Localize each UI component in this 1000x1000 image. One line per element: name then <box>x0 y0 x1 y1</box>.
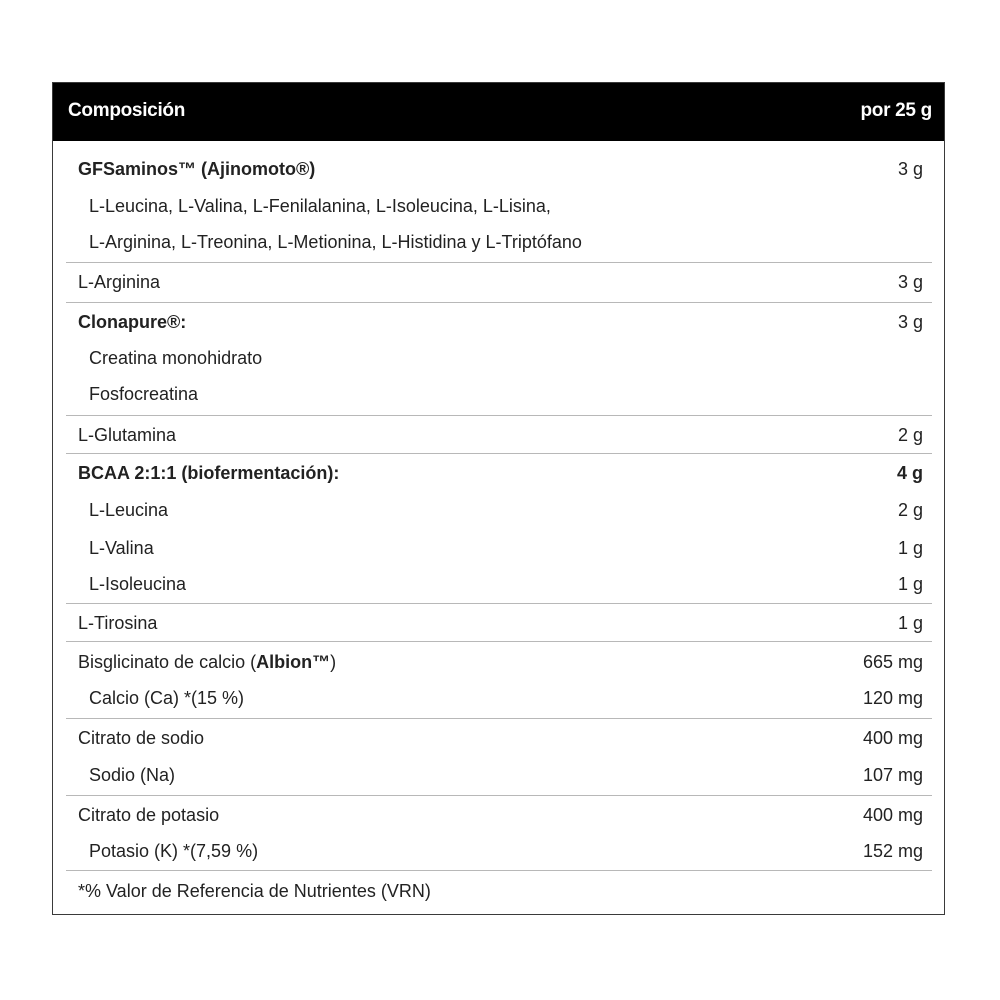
table-row <box>66 566 932 602</box>
footnote <box>66 873 932 909</box>
ingredient-sub-value: 1 g <box>897 574 923 594</box>
table-row <box>66 224 932 260</box>
ingredient-value: 3 g <box>897 272 923 292</box>
ingredient-name-prefix: Bisglicinato de calcio ( <box>78 652 257 672</box>
ingredient-sub-name: Sodio (Na) <box>89 765 176 785</box>
table-row <box>66 492 932 528</box>
ingredient-value: 3 g <box>897 159 923 179</box>
ingredient-name: Clonapure®: <box>78 312 187 332</box>
table-row <box>66 530 932 566</box>
ingredient-detail: L-Arginina, L-Treonina, L-Metionina, L-Histidina y L-Triptófano <box>89 232 582 252</box>
ingredient-sub-name: L-Valina <box>89 538 154 558</box>
table-row <box>66 340 932 376</box>
table-row <box>66 417 932 453</box>
table-row <box>66 757 932 793</box>
ingredient-sub-value: 120 mg <box>862 688 923 708</box>
table-row <box>66 833 932 869</box>
composition-table <box>52 82 945 915</box>
ingredient-sub-value: 152 mg <box>862 841 923 861</box>
ingredient-name <box>78 644 336 680</box>
row-group-arginina <box>66 262 932 303</box>
table-row <box>66 304 932 340</box>
table-row <box>66 680 932 716</box>
footnote-group <box>66 870 932 910</box>
row-group-sodio <box>66 718 932 796</box>
ingredient-sub-name: Fosfocreatina <box>89 384 199 404</box>
row-group-tirosina <box>66 603 932 642</box>
ingredient-value: 1 g <box>897 613 923 633</box>
ingredient-name: L-Tirosina <box>78 613 158 633</box>
ingredient-sub-name: Creatina monohidrato <box>89 348 263 368</box>
table-row <box>66 605 932 641</box>
ingredient-name: Citrato de potasio <box>78 805 220 825</box>
row-group-calcio <box>66 641 932 719</box>
header-amount: por 25 g <box>860 100 932 121</box>
table-row <box>66 151 932 187</box>
ingredient-sub-value: 107 mg <box>862 765 923 785</box>
ingredient-value: 4 g <box>896 463 923 483</box>
ingredient-value: 2 g <box>897 425 923 445</box>
table-row <box>66 797 932 833</box>
table-row <box>66 644 932 680</box>
ingredient-sub-name: Potasio (K) *(7,59 %) <box>89 841 259 861</box>
ingredient-sub-value: 2 g <box>897 500 923 520</box>
ingredient-sub-name: L-Isoleucina <box>89 574 187 594</box>
footnote-text: *% Valor de Referencia de Nutrientes (VRN) <box>78 881 431 901</box>
ingredient-value: 665 mg <box>862 652 923 672</box>
ingredient-name: L-Arginina <box>78 272 161 292</box>
table-header <box>53 83 944 141</box>
table-row <box>66 376 932 412</box>
row-group-glutamina <box>66 415 932 454</box>
row-group-potasio <box>66 795 932 871</box>
row-group-gfsaminos <box>66 151 932 263</box>
ingredient-sub-name: L-Leucina <box>89 500 169 520</box>
ingredient-value: 400 mg <box>862 728 923 748</box>
table-row <box>66 188 932 224</box>
header-label: Composición <box>68 100 186 121</box>
ingredient-name: L-Glutamina <box>78 425 177 445</box>
ingredient-value: 400 mg <box>862 805 923 825</box>
ingredient-sub-value: 1 g <box>897 538 923 558</box>
row-group-clonapure <box>66 302 932 416</box>
ingredient-sub-name: Calcio (Ca) *(15 %) <box>89 688 245 708</box>
table-row <box>66 455 932 491</box>
table-row <box>66 264 932 300</box>
ingredient-name: GFSaminos™ (Ajinomoto®) <box>78 159 316 179</box>
table-row <box>66 720 932 756</box>
ingredient-name: BCAA 2:1:1 (biofermentación): <box>78 463 340 483</box>
ingredient-detail: L-Leucina, L-Valina, L-Fenilalanina, L-Isoleucina, L-Lisina, <box>89 196 551 216</box>
row-group-bcaa <box>66 453 932 604</box>
ingredient-value: 3 g <box>897 312 923 332</box>
brand-name: Albion™ <box>256 652 331 672</box>
ingredient-name: Citrato de sodio <box>78 728 205 748</box>
ingredient-name-suffix: ) <box>330 652 337 672</box>
